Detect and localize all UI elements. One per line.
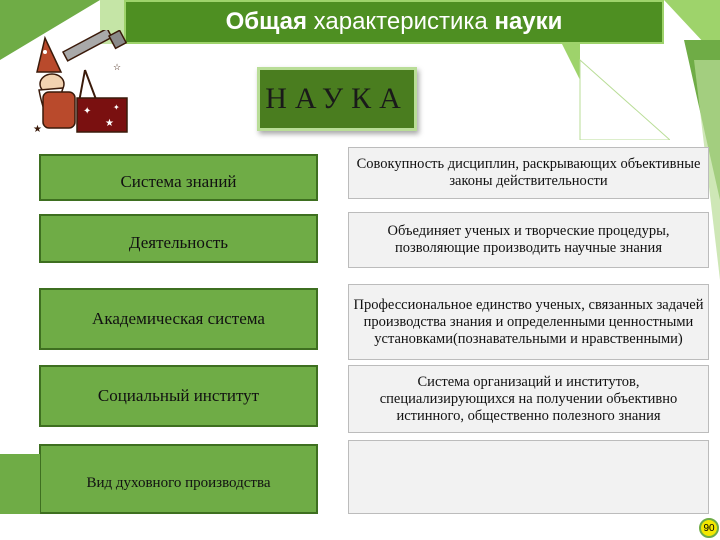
definition-text: Система организаций и институтов, специализирующихся на получении объективно истинного, общественно полезного знания: [379, 373, 678, 424]
definition-box: [348, 365, 709, 433]
svg-text:★: ★: [33, 124, 42, 135]
center-decor-triangle: [560, 40, 670, 140]
astronomer-wizard-icon: [25, 30, 135, 140]
definition-text: Профессиональное единство ученых, связанных задачей производства знания и определенными ценностными установками(познавательными и нравственными): [353, 296, 704, 347]
term-label: Система знаний: [120, 171, 237, 191]
term-label: Вид духовного производства: [86, 474, 271, 491]
term-box: [39, 444, 318, 514]
term-box: [39, 288, 318, 350]
definition-box-empty: [348, 440, 709, 514]
svg-text:✦: ✦: [113, 103, 120, 112]
title-part2: характеристика: [313, 8, 488, 35]
term-label: Академическая система: [92, 309, 265, 328]
definition-text: Объединяет ученых и творческие процедуры, позволяющие производить научные знания: [387, 223, 670, 256]
term-box: [39, 214, 318, 263]
title-part1: Общая: [225, 8, 307, 35]
page-number-badge: [699, 518, 719, 538]
term-label: Деятельность: [128, 232, 229, 252]
term-box: [39, 154, 318, 201]
svg-text:☆: ☆: [113, 62, 122, 72]
definition-box: [348, 147, 709, 199]
definition-box: [348, 212, 709, 268]
svg-text:★: ★: [105, 118, 114, 129]
page-title: [124, 0, 664, 44]
left-edge-strip: [0, 454, 40, 514]
definition-text: Совокупность дисциплин, раскрывающих объективные законы действительности: [356, 156, 701, 189]
definition-box: [348, 284, 709, 360]
core-concept-box: [257, 67, 417, 131]
core-label: НАУКА: [265, 82, 409, 115]
page-number: 90: [703, 522, 715, 534]
term-label: Социальный институт: [97, 386, 260, 405]
term-box: [39, 365, 318, 427]
title-part3: науки: [494, 8, 563, 35]
svg-text:✦: ✦: [83, 106, 92, 117]
